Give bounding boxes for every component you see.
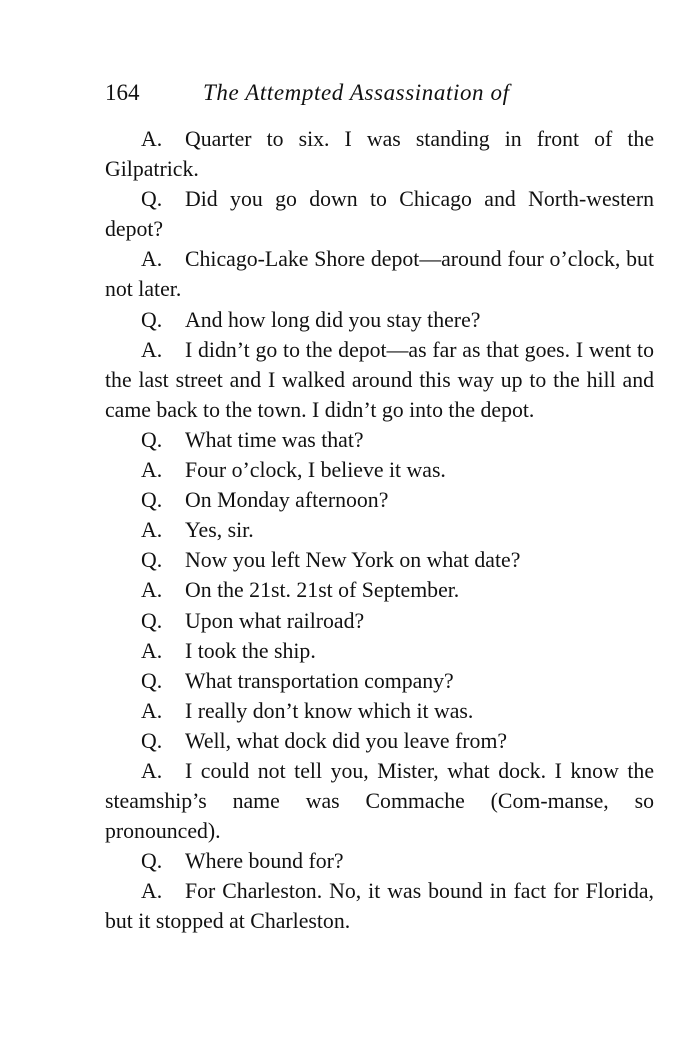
testimony-paragraph [105,666,654,696]
speaker-label: A. [141,879,163,904]
paragraph-text: Four o’clock, I believe it was. [185,458,446,483]
paragraph-text: And how long did you stay there? [185,307,481,332]
testimony-paragraph [105,696,654,726]
speaker-label: Q. [141,728,163,753]
testimony-text [105,124,654,937]
running-title: The Attempted Assassination of [203,80,510,105]
running-head [105,78,565,108]
paragraph-text: I didn’t go to the depot—as far as that goes. I went to the last street and I walked around this way up to the hill and came back to the town. I didn’t go into the depot. [105,337,654,422]
testimony-paragraph [105,636,654,666]
speaker-label: A. [141,337,163,362]
speaker-label: Q. [141,548,163,573]
speaker-label: Q. [141,608,163,633]
testimony-paragraph [105,184,654,244]
speaker-label: A. [141,127,163,151]
testimony-paragraph [105,515,654,545]
speaker-label: Q. [141,187,163,212]
paragraph-text: On the 21st. 21st of September. [185,578,460,603]
testimony-paragraph [105,485,654,515]
paragraph-text: For Charleston. No, it was bound in fact for Florida, but it stopped at Charleston. [105,879,654,934]
page-number: 164 [105,80,140,105]
paragraph-text: I really don’t know which it was. [185,698,474,723]
speaker-label: A. [141,758,163,783]
paragraph-text: On Monday afternoon? [185,488,389,513]
testimony-paragraph [105,425,654,455]
speaker-label: Q. [141,488,163,513]
speaker-label: A. [141,247,163,272]
speaker-label: Q. [141,849,163,874]
speaker-label: A. [141,578,163,603]
testimony-paragraph [105,545,654,575]
testimony-paragraph [105,575,654,605]
testimony-paragraph [105,244,654,304]
testimony-paragraph [105,606,654,636]
speaker-label: Q. [141,427,163,452]
testimony-paragraph [105,335,654,425]
paragraph-text: What time was that? [185,427,364,452]
testimony-paragraph [105,876,654,936]
testimony-paragraph [105,726,654,756]
speaker-label: Q. [141,668,163,693]
paragraph-text: Chicago-Lake Shore depot—around four o’clock, but not later. [105,247,654,302]
testimony-paragraph [105,846,654,876]
speaker-label: A. [141,698,163,723]
paragraph-text: Upon what railroad? [185,608,365,633]
paragraph-text: Now you left New York on what date? [185,548,521,573]
paragraph-text: I took the ship. [185,638,316,663]
testimony-paragraph [105,455,654,485]
speaker-label: A. [141,458,163,483]
testimony-paragraph [105,124,654,184]
paragraph-text: Did you go down to Chicago and North-western depot? [105,187,654,242]
paragraph-text: Yes, sir. [185,518,254,543]
testimony-paragraph [105,305,654,335]
paragraph-text: Quarter to six. I was standing in front of the Gilpatrick. [105,127,654,182]
paragraph-text: What transportation company? [185,668,454,693]
speaker-label: Q. [141,307,163,332]
paragraph-text: I could not tell you, Mister, what dock. I know the steamship’s name was Commache (Com-manse, so pronounced). [105,758,654,844]
speaker-label: A. [141,518,163,543]
paragraph-text: Where bound for? [185,849,344,874]
paragraph-text: Well, what dock did you leave from? [185,728,508,753]
speaker-label: A. [141,638,163,663]
testimony-paragraph [105,756,654,846]
